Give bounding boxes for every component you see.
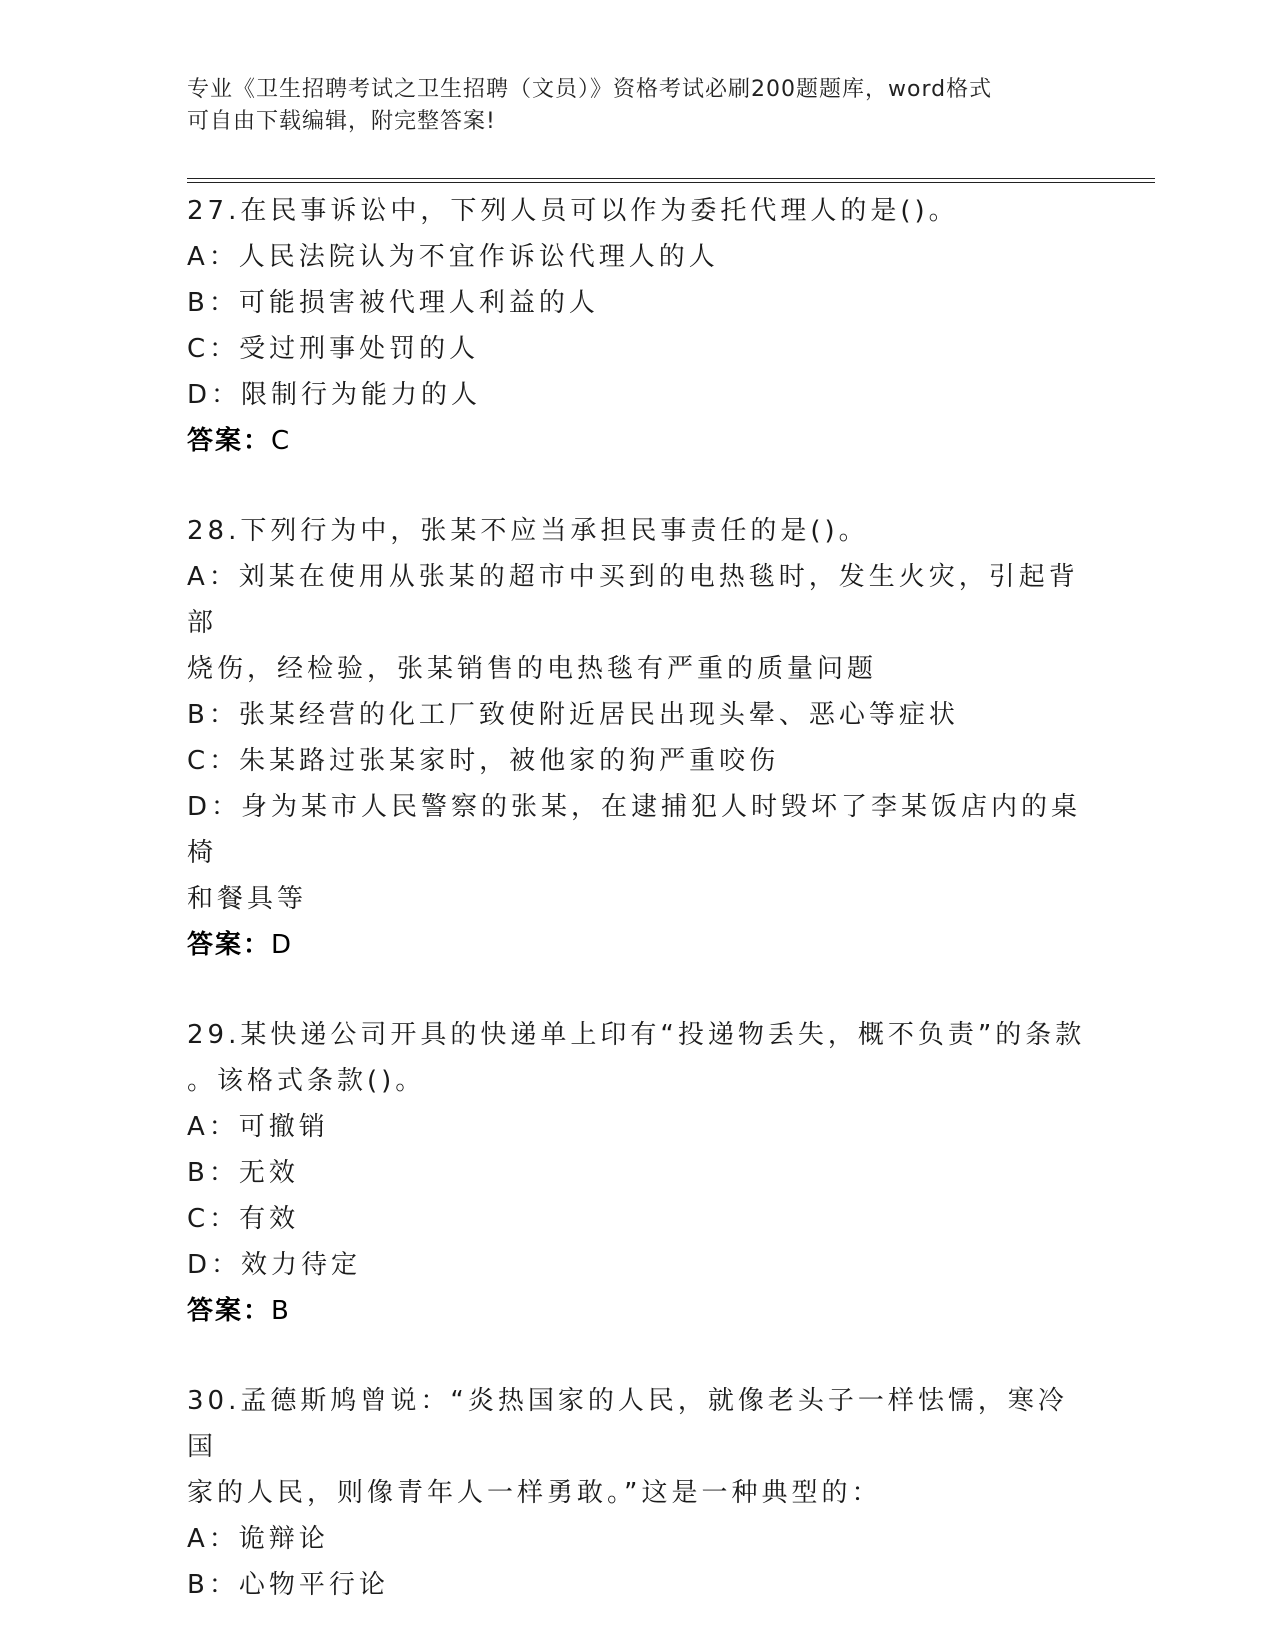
answer-option: C：有效 [187, 1204, 300, 1234]
answer-option: D：效力待定 [187, 1250, 362, 1280]
header-line-1: 专业《卫生招聘考试之卫生招聘（文员）》资格考试必刷200题题库，word格式 [187, 77, 993, 102]
answer-line [187, 1288, 1087, 1334]
answer-value: D [271, 930, 293, 960]
question-stem: 29.某快递公司开具的快递单上印有“投递物丢失，概不负责”的条款 [187, 1020, 1086, 1050]
answer-option: D：限制行为能力的人 [187, 380, 482, 410]
answer-label: 答案： [187, 1296, 272, 1326]
answer-value: B [271, 1296, 290, 1326]
question-block [187, 508, 1087, 968]
question-stem: 30.孟德斯鸠曾说：“炎热国家的人民，就像老头子一样怯懦，寒冷国 [187, 1386, 1068, 1462]
question-stem: 28.下列行为中，张某不应当承担民事责任的是()。 [187, 516, 869, 546]
answer-label: 答案： [187, 930, 272, 960]
answer-option: C：朱某路过张某家时，被他家的狗严重咬伤 [187, 746, 780, 776]
question-block [187, 1378, 1087, 1608]
header-line-2: 可自由下载编辑，附完整答案! [187, 109, 496, 134]
answer-option: B：心物平行论 [187, 1570, 389, 1600]
answer-option: D：身为某市人民警察的张某，在逮捕犯人时毁坏了李某饭店内的桌椅 [187, 792, 1082, 868]
answer-option: 烧伤，经检验，张某销售的电热毯有严重的质量问题 [187, 654, 878, 684]
question-list [187, 188, 1087, 1652]
answer-option: B：张某经营的化工厂致使附近居民出现头晕、恶心等症状 [187, 700, 959, 730]
header-divider-top [187, 178, 1155, 179]
question-block [187, 188, 1087, 464]
answer-option: A：可撤销 [187, 1112, 329, 1142]
answer-line [187, 418, 1087, 464]
question-stem: 27.在民事诉讼中，下列人员可以作为委托代理人的是()。 [187, 196, 959, 226]
answer-label: 答案： [187, 426, 272, 456]
answer-option: A：诡辩论 [187, 1524, 329, 1554]
question-block [187, 1012, 1087, 1334]
answer-option: 和餐具等 [187, 884, 308, 914]
document-header [187, 74, 1087, 138]
header-divider-bottom [187, 182, 1155, 183]
answer-option: A：人民法院认为不宜作诉讼代理人的人 [187, 242, 719, 272]
answer-option: B：可能损害被代理人利益的人 [187, 288, 599, 318]
answer-option: A：刘某在使用从张某的超市中买到的电热毯时，发生火灾，引起背部 [187, 562, 1079, 638]
question-stem: 家的人民，则像青年人一样勇敢。”这是一种典型的： [187, 1478, 882, 1508]
answer-value: C [271, 426, 291, 456]
answer-option: C：受过刑事处罚的人 [187, 334, 480, 364]
answer-line [187, 922, 1087, 968]
question-stem: 。该格式条款()。 [187, 1066, 426, 1096]
answer-option: B：无效 [187, 1158, 299, 1188]
